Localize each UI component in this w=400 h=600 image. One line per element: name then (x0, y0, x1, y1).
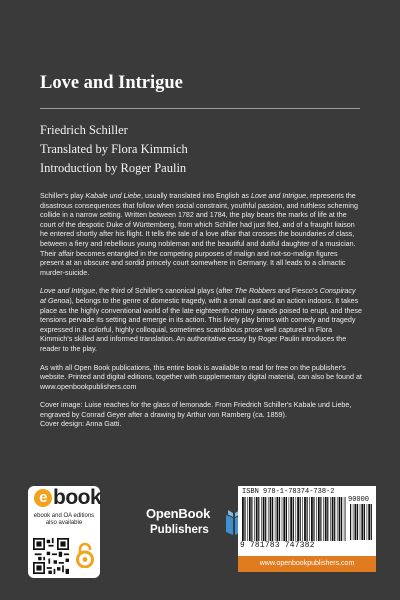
ebook-availability-line: ebook and OA editions (33, 513, 95, 519)
qr-code-icon (33, 538, 69, 574)
isbn-label: ISBN 978-1-78374-738-2 (242, 488, 335, 496)
text-run: ), belongs to the genre of domestic tragedy, with a small cast and an action indoors. It takes place as the highly conventional world of the late eighteenth century stands poised to erupt, and these tensions pervade its setting and emerge in its action. This lively play brims with comedy and tragedy expressed in a colorful, highly colloquial, sometimes scandalous prose well captured in Flora Kimmich's skilled and informed translation. An authoritative essay by Roger Paulin introduces the reader to the play. (40, 296, 362, 353)
publisher-name-top: OpenBook (146, 506, 211, 521)
open-access-icon (74, 542, 96, 568)
cover-image-credit: Cover image: Luise reaches for the glass of lemonade. From Friedrich Schiller's Kabale und Liebe, engraved by Conrad Geyer after a drawing by Arthur von Ramberg (ca. 1859). (40, 401, 352, 419)
italic-title: Love and Intrigue (40, 287, 96, 296)
price-barcode-graphic (350, 504, 372, 540)
text-run: , the third of Schiller's canonical plays (after (95, 287, 235, 296)
introduction-credit: Introduction by Roger Paulin (40, 161, 187, 175)
ebook-availability (32, 513, 96, 528)
ebook-e-icon: e (34, 489, 52, 507)
italic-title: Conspiracy at Genoa (40, 287, 356, 305)
italic-title: Kabale und Liebe (85, 192, 142, 200)
ebook-badge (28, 486, 100, 578)
publisher-url-strip: www.openbookpublishers.com (238, 556, 376, 572)
text-run: , usually translated into English as (141, 192, 251, 200)
blurb-paragraph-1 (40, 192, 362, 278)
text-run: , represents the disastrous consequences that follow when social constraint, youthful passion, and ruthless scheming collide in a narrow setting. Written between 1782 and 1784, the play bears the marks of life at the court of the despotic Duke of Württemberg, from which Schiller had just fled, and of a fraught liaison he entered shortly after his flight. It tells the tale of a love affair that crosses the boundaries of class, between a fiery and rebellious young nobleman and the beautiful and dutiful daughter of a musician. Their affair becomes entangled in the competing purposes of malign and not-so-malign figures present at an obscure and sordid princely court somewhere in Germany. It all leads to a climactic murder-suicide. (40, 192, 358, 277)
barcode-panel (238, 486, 376, 572)
barcode-graphic (242, 497, 346, 541)
title-divider (40, 108, 360, 109)
open-access-note: As with all Open Book publications, this entire book is available to read for free on the publisher's website. Printed and digital editions, together with supplementary digital material, can also be found at www.openbookpublishers.com (40, 363, 362, 391)
publisher-name-bottom: Publishers (150, 524, 209, 536)
ebook-availability-line: also available (45, 520, 83, 527)
italic-title: The Robbers (234, 287, 276, 296)
book-title: Love and Intrigue (40, 73, 183, 93)
blurb (40, 192, 362, 430)
translator-credit: Translated by Flora Kimmich (40, 142, 188, 156)
price-code: 90000 (348, 496, 370, 504)
italic-title: Love and Intrigue (250, 192, 307, 200)
author-name: Friedrich Schiller (40, 123, 128, 137)
ebook-logo-text: book (53, 486, 102, 509)
cover-design-credit: Cover design: Anna Gatti. (40, 420, 122, 429)
credits (40, 121, 188, 178)
text-run: Schiller's play (40, 192, 86, 200)
blurb-paragraph-2 (40, 287, 362, 354)
ebook-logo (34, 486, 101, 510)
text-run: and Fiesco's (275, 287, 320, 296)
barcode-digits: 9 781783 747382 (240, 542, 315, 550)
publisher-logo (146, 506, 250, 546)
